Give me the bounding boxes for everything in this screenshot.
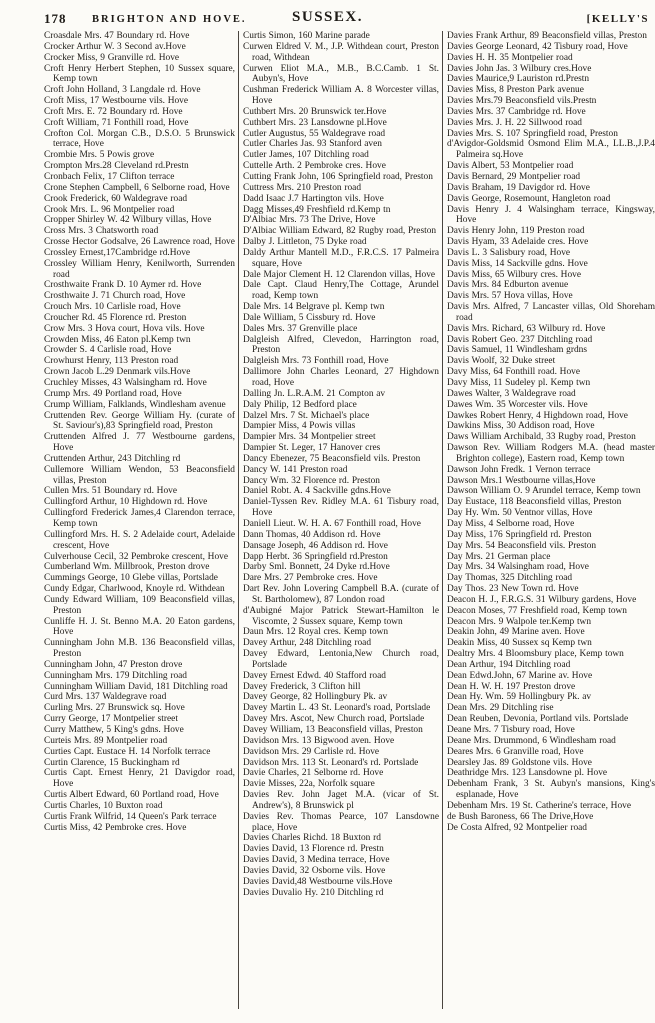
directory-entry: Curtin Clarence, 15 Buckingham rd: [44, 757, 180, 768]
directory-entry: Davis Hyam, 33 Adelaide cres. Hove: [447, 237, 589, 248]
directory-entry: Davies George Leonard, 42 Tisbury road, Hove: [447, 41, 628, 52]
directory-entry: Cutler James, 107 Ditchling road: [243, 150, 369, 161]
directory-entry: Davis Robert Geo. 237 Ditchling road: [447, 334, 593, 345]
directory-entry: Dagg Misses,49 Freshfield rd.Kemp tn: [243, 204, 391, 215]
directory-entry: Dawes Wm. 35 Worcester vils. Hove: [447, 399, 588, 410]
directory-entry: Davey George, 82 Hollingbury Pk. av: [243, 692, 388, 703]
directory-entry: Crofton Col. Morgan C.B., D.S.O. 5 Brunswick terrace, Hove: [44, 128, 235, 150]
directory-entry: Cropper Shirley W. 42 Wilbury villas, Hove: [44, 215, 212, 226]
directory-entry: Davies Charles Richd. 18 Buxton rd: [243, 833, 381, 844]
directory-entry: Crowden Miss, 46 Eaton pl.Kemp twn: [44, 334, 191, 345]
directory-entry: Daun Mrs. 12 Royal cres. Kemp town: [243, 627, 389, 638]
directory-entry: Cullingford Arthur, 10 Highdown rd. Hove: [44, 497, 208, 508]
directory-entry: Curtis Charles, 10 Buxton road: [44, 800, 163, 811]
directory-entry: Curtis Capt. Ernest Henry, 21 Davigdor road, Hove: [44, 768, 235, 790]
directory-entry: d'Aubigné Major Patrick Stewart-Hamilton le Viscomte, 2 Sussex square, Kemp town: [243, 605, 439, 627]
directory-entry: Davies Mrs. S. 107 Springfield road, Preston: [447, 128, 618, 139]
directory-entry: Dale William, 5 Cissbury rd. Hove: [243, 312, 376, 323]
directory-entry: Crombie Mrs. 5 Powis grove: [44, 150, 155, 161]
directory-entry: Deacon Mrs. 9 Walpole ter.Kemp twn: [447, 616, 592, 627]
directory-entry: Davy Miss, 64 Fonthill road. Hove: [447, 367, 580, 378]
directory-entry: Debenham Frank, 3 St. Aubyn's mansions, King's esplanade, Hove: [447, 779, 655, 801]
directory-column-3: [442, 31, 655, 1009]
directory-entry: Davies Duvalio Hy. 210 Ditchling rd: [243, 887, 384, 898]
directory-entry: Deares Mrs. 6 Granville road, Hove: [447, 746, 584, 757]
directory-entry: Daniel Robt. A. 4 Sackville gdns.Hove: [243, 486, 391, 497]
directory-entry: Crow Mrs. 3 Hova court, Hova vils. Hove: [44, 323, 205, 334]
directory-entry: Cutting Frank John, 106 Springfield road, Preston: [243, 171, 433, 182]
directory-entry: Crump Mrs. 49 Portland road, Hove: [44, 388, 182, 399]
directory-entry: Cunningham William David, 181 Ditchling road: [44, 681, 228, 692]
directory-entry: Curties Capt. Eustace H. 14 Norfolk terrace: [44, 746, 211, 757]
directory-entry: Curtis Albert Edward, 60 Portland road, Hove: [44, 790, 219, 801]
directory-entry: Dapp Herbt. 36 Springfield rd.Preston: [243, 551, 388, 562]
directory-entry: Davies David, 32 Osborne vils. Hove: [243, 865, 386, 876]
directory-entry: Deane Mrs. Drummond, 6 Windlesham road: [447, 735, 616, 746]
directory-entry: Dalby J. Littleton, 75 Dyke road: [243, 237, 367, 248]
directory-entry: Crowhurst Henry, 113 Preston road: [44, 356, 179, 367]
directory-entry: Cunliffe H. J. St. Benno M.A. 20 Eaton gardens, Hove: [44, 616, 235, 638]
directory-entry: Dean Hy. Wm. 59 Hollingbury Pk. av: [447, 692, 592, 703]
directory-entry: Croft Mrs. E. 72 Boundary rd. Hove: [44, 106, 183, 117]
directory-entry: Curwen Eldred V. M., J.P. Withdean court, Preston road, Withdean: [243, 41, 439, 63]
directory-entry: Dancy Ebenezer, 75 Beaconsfield vils. Preston: [243, 453, 421, 464]
directory-entry: Davies Maurice,9 Lauriston rd.Prestn: [447, 74, 590, 85]
directory-entry: Cullingford Mrs. H. S. 2 Adelaide court, Adelaide crescent, Hove: [44, 529, 235, 551]
directory-entry: Cullen Mrs. 51 Boundary rd. Hove: [44, 486, 177, 497]
directory-entry: Cummings George, 10 Glebe villas, Portslade: [44, 573, 218, 584]
directory-entry: Davey Mrs. Ascot, New Church road, Portslade: [243, 714, 425, 725]
directory-entry: Croft William, 71 Fonthill road, Hove: [44, 117, 189, 128]
directory-entry: Cutler Charles Jas. 93 Stanford aven: [243, 139, 382, 150]
directory-entry: Dawson William O. 9 Arundel terrace, Kemp town: [447, 486, 641, 497]
directory-entry: Davies David, 3 Medina terrace, Hove: [243, 855, 390, 866]
directory-entry: Crone Stephen Campbell, 6 Selborne road, Hove: [44, 182, 230, 193]
directory-entry: Davis Mrs. 84 Edburton avenue: [447, 280, 569, 291]
directory-entry: Cross Mrs. 3 Chatsworth road: [44, 226, 159, 237]
directory-entry: Day Miss, 4 Selborne road, Hove: [447, 518, 575, 529]
directory-entry: Dean Reuben, Devonia, Portland vils. Portslade: [447, 714, 629, 725]
directory-entry: Cronbach Felix, 17 Clifton terrace: [44, 171, 175, 182]
directory-entry: Daly Philip, 12 Bedford place: [243, 399, 357, 410]
directory-entry: Cundy Edgar, Charlwood, Knoyle rd. Withdean: [44, 584, 225, 595]
directory-entry: Cruttenden Alfred J. 77 Westbourne gardens, Hove: [44, 432, 235, 454]
directory-entry: Davis Woolf, 32 Duke street: [447, 356, 556, 367]
directory-entry: Deathridge Mrs. 123 Lansdowne pl. Hove: [447, 768, 608, 779]
directory-entry: Davidson Mrs. 113 St. Leonard's rd. Portslade: [243, 757, 419, 768]
directory-entry: Daws William Archibald, 33 Rugby road, Preston: [447, 432, 636, 443]
directory-entry: Davis Samuel, 11 Windlesham grdns: [447, 345, 588, 356]
directory-entry: Dansage Joseph, 46 Addison rd. Hove: [243, 540, 388, 551]
directory-entry: Day Hy. Wm. 50 Ventnor villas, Hove: [447, 508, 593, 519]
directory-entry: Davis Bernard, 29 Montpelier road: [447, 171, 581, 182]
directory-entry: D'Albiac William Edward, 82 Rugby road, Preston: [243, 226, 437, 237]
directory-entry: Curry George, 17 Montpelier street: [44, 714, 178, 725]
directory-entry: Croasdale Mrs. 47 Boundary rd. Hove: [44, 31, 190, 41]
directory-entry: Crompton Mrs.28 Cleveland rd.Prestn: [44, 161, 189, 172]
directory-entry: Crump William, Falklands, Windlesham avenue: [44, 399, 226, 410]
directory-entry: Cuttelle Arth. 2 Pembroke cres. Hove: [243, 161, 386, 172]
directory-entry: Curtis Miss, 42 Pembroke cres. Hove: [44, 822, 187, 833]
directory-entry: Cunningham Mrs. 179 Ditchling road: [44, 670, 187, 681]
directory-entry: Daniel-Tyssen Rev. Ridley M.A. 61 Tisbury road, Hove: [243, 497, 439, 519]
directory-entry: Crowder S. 4 Carlisle road, Hove: [44, 345, 172, 356]
directory-entry: Davie Charles, 21 Selborne rd. Hove: [243, 768, 384, 779]
directory-entry: de Bush Baroness, 66 The Drive,Hove: [447, 811, 594, 822]
directory-entry: Dean Mrs. 29 Ditchling rise: [447, 703, 554, 714]
directory-entry: Deacon H. J., F.R.G.S. 31 Wilbury gardens, Hove: [447, 594, 637, 605]
directory-entry: Davis George, Rosemount, Hangleton road: [447, 193, 611, 204]
directory-entry: Cruchley Misses, 43 Walsingham rd. Hove: [44, 378, 207, 388]
directory-entry: Curtis Simon, 160 Marine parade: [243, 31, 370, 41]
directory-entry: Davis Miss, 14 Sackville gdns. Hove: [447, 258, 588, 269]
directory-entry: Cunningham John, 47 Preston drove: [44, 659, 183, 670]
directory-entry: Dampier Miss, 4 Powis villas: [243, 421, 356, 432]
directory-entry: Cuttress Mrs. 210 Preston road: [243, 182, 362, 193]
directory-entry: Dawson John Fredk. 1 Vernon terrace: [447, 464, 591, 475]
directory-entry: Crosthwaite J. 71 Church road, Hove: [44, 291, 186, 302]
directory-entry: Deakin John, 49 Marine aven. Hove: [447, 627, 585, 638]
directory-entry: Day Mrs. 21 German place: [447, 551, 551, 562]
directory-entry: Davies Mrs.79 Beaconsfield vils.Prestn: [447, 96, 597, 107]
directory-entry: Dart Rev. John Lovering Campbell B.A. (curate of St. Bartholomew), 87 London road: [243, 584, 439, 605]
directory-entry: Davis Mrs. Richard, 63 Wilbury rd. Hove: [447, 323, 606, 334]
directory-entry: Davies Rev. John Jaget M.A. (vicar of St. Andrew's), 8 Brunswick pl: [243, 790, 439, 811]
directory-entry: Dalgleish Mrs. 73 Fonthill road, Hove: [243, 356, 389, 367]
directory-entry: Curry Matthew, 5 King's gdns. Hove: [44, 725, 184, 735]
directory-entry: Davis L. 3 Salisbury road, Hove: [447, 247, 571, 258]
directory-entry: Daldy Arthur Mantell M.D., F.R.C.S. 17 Palmeira square, Hove: [243, 247, 439, 269]
directory-entry: Davies Miss, 8 Preston Park avenue: [447, 85, 584, 96]
directory-entry: Dawkes Robert Henry, 4 Highdown road, Hove: [447, 410, 628, 421]
directory-entry: Davy Miss, 11 Sudeley pl. Kemp twn: [447, 378, 591, 388]
directory-entry: Cruttenden Rev. George William Hy. (curate of St. Saviour's),83 Springfield road, Preston: [44, 410, 235, 432]
directory-entry: Cullemore William Wendon, 53 Beaconsfield villas, Preston: [44, 464, 235, 486]
directory-entry: Crocker Arthur W. 3 Second av.Hove: [44, 41, 186, 52]
directory-entry: Dale Major Clement H. 12 Clarendon villas, Hove: [243, 269, 436, 280]
directory-entry: Cushman Frederick William A. 8 Worcester villas, Hove: [243, 85, 439, 107]
directory-entry: De Costa Alfred, 92 Montpelier road: [447, 822, 587, 833]
directory-entry: Dean Arthur, 194 Ditchling road: [447, 659, 571, 670]
directory-entry: Davey William, 13 Beaconsfield villas, Preston: [243, 725, 423, 735]
directory-entry: Dawkins Miss, 30 Addison road, Hove: [447, 421, 595, 432]
directory-entry: Cutler Augustus, 55 Waldegrave road: [243, 128, 386, 139]
directory-entry: Debenham Mrs. 19 St. Catherine's terrace, Hove: [447, 800, 631, 811]
directory-entry: Day Thomas, 325 Ditchling road: [447, 573, 573, 584]
directory-entry: Davis Albert, 53 Montpelier road: [447, 161, 574, 172]
directory-entry: Dancy Wm. 32 Florence rd. Preston: [243, 475, 380, 486]
directory-entry: Davie Misses, 22a, Norfolk square: [243, 779, 375, 790]
directory-column-1: [44, 31, 235, 1009]
directory-entry: Curwen Eliot M.A., M.B., B.C.Camb. 1 St. Aubyn's, Hove: [243, 63, 439, 85]
directory-entry: Deane Mrs. 7 Tisbury road, Hove: [447, 725, 575, 735]
directory-entry: Day Miss, 176 Springfield rd. Preston: [447, 529, 592, 540]
directory-entry: Cuthbert Mrs. 20 Brunswick ter.Hove: [243, 106, 387, 117]
directory-entry: D'Albiac Mrs. 73 The Drive, Hove: [243, 215, 376, 226]
directory-entry: Curling Mrs. 27 Brunswick sq. Hove: [44, 703, 185, 714]
directory-entry: Crosse Hector Godsalve, 26 Lawrence road, Hove: [44, 237, 235, 248]
header-county-title: SUSSEX.: [292, 9, 363, 25]
directory-entry: Dalling Jn. L.R.A.M. 21 Compton av: [243, 388, 386, 399]
directory-entry: Crook Frederick, 60 Waldegrave road: [44, 193, 188, 204]
page-header: [0, 0, 655, 30]
directory-entry: Dadd Isaac J.7 Hartington vils. Hove: [243, 193, 384, 204]
directory-entry: Davies Mrs. J. H. 22 Sillwood road: [447, 117, 582, 128]
directory-entry: Crouch Mrs. 10 Carlisle road, Hove: [44, 302, 181, 313]
directory-entry: Davis Miss, 65 Wilbury cres. Hove: [447, 269, 581, 280]
directory-entry: Dale Capt. Claud Henry,The Cottage, Arundel road, Kemp town: [243, 280, 439, 302]
directory-entry: Croft John Holland, 3 Langdale rd. Hove: [44, 85, 201, 96]
directory-entry: Dean H. W. H. 197 Preston drove: [447, 681, 576, 692]
directory-entry: Croft Miss, 17 Westbourne vils. Hove: [44, 96, 189, 107]
directory-entry: Davey Frederick, 3 Clifton hill: [243, 681, 361, 692]
directory-entry: Davis Mrs. 57 Hova villas, Hove: [447, 291, 573, 302]
directory-entry: Day Thos. 23 New Town rd. Hove: [447, 584, 579, 595]
header-directory-mark: [KELLY'S: [586, 13, 649, 25]
directory-entry: Crocker Miss, 9 Granville rd. Hove: [44, 52, 180, 63]
directory-entry: Dancy W. 141 Preston road: [243, 464, 348, 475]
directory-entry: Davey Arthur, 248 Ditchling road: [243, 638, 372, 649]
page-number: 178: [44, 11, 67, 26]
header-section-title: BRIGHTON AND HOVE.: [92, 14, 247, 25]
directory-entry: Davey Ernest Edwd. 40 Stafford road: [243, 670, 386, 681]
directory-entry: Cullingford Frederick James,4 Clarendon terrace, Kemp town: [44, 508, 235, 529]
directory-entry: Cunningham John M.B. 136 Beaconsfield villas, Preston: [44, 638, 235, 660]
directory-entry: Davidson Mrs. 29 Carlisle rd. Hove: [243, 746, 380, 757]
directory-entry: Dampier Mrs. 34 Montpelier street: [243, 432, 376, 443]
directory-entry: Daniell Lieut. W. H. A. 67 Fonthill road, Hove: [243, 518, 421, 529]
directory-entry: Davis Braham, 19 Davigdor rd. Hove: [447, 182, 590, 193]
directory-entry: Cumberland Wm. Millbrook, Preston drove: [44, 562, 210, 573]
directory-entry: Day Mrs. 54 Beaconsfield vils. Preston: [447, 540, 597, 551]
directory-entry: Day Eustace, 118 Beaconsfield villas, Preston: [447, 497, 622, 508]
directory-entry: Culverhouse Cecil, 32 Pembroke crescent, Hove: [44, 551, 228, 562]
directory-entry: Dawson Rev. William Rodgers M.A. (head master Brighton college), Eastern road, Kemp town: [447, 443, 655, 464]
directory-entry: Dalzel Mrs. 7 St. Michael's place: [243, 410, 370, 421]
directory-entry: Croucher Rd. 45 Florence rd. Preston: [44, 312, 187, 323]
directory-entry: Davey Edward, Lentonia,New Church road, Portslade: [243, 649, 439, 670]
directory-entry: Crook Mrs. L. 96 Montpelier road: [44, 204, 175, 215]
directory-entry: Dale Mrs. 14 Belgrave pl. Kemp twn: [243, 302, 385, 313]
directory-entry: Davies Rev. Thomas Pearce, 107 Lansdowne place, Hove: [243, 811, 439, 833]
directory-entry: Croft Henry Herbert Stephen, 10 Sussex square, Kemp town: [44, 63, 235, 85]
directory-entry: Cruttenden Arthur, 243 Ditchling rd: [44, 453, 181, 464]
directory-entry: Davies David,48 Westbourne vils.Hove: [243, 876, 393, 887]
directory-entry: Davis Henry John, 119 Preston road: [447, 226, 585, 237]
directory-entry: Dawson Mrs.1 Westbourne villas,Hove: [447, 475, 596, 486]
directory-entry: Curd Mrs. 137 Waldegrave road: [44, 692, 167, 703]
directory-entry: Davies H. H. 35 Montpelier road: [447, 52, 573, 63]
directory-entry: Curtis Frank Wilfrid, 14 Queen's Park terrace: [44, 811, 217, 822]
directory-entry: Dampier St. Leger, 17 Hanover cres: [243, 443, 381, 454]
directory-entry: Crossley Ernest,17Cambridge rd.Hove: [44, 247, 191, 258]
directory-entry: Davidson Mrs. 13 Bigwood aven. Hove: [243, 735, 395, 746]
directory-entry: Dawes Walter, 3 Waldegrave road: [447, 388, 576, 399]
directory-entry: d'Avigdor-Goldsmid Osmond Elim M.A., LL.B.,J.P.4 Palmeira sq.Hove: [447, 139, 655, 161]
directory-entry: Deakin Miss, 40 Sussex sq Kemp twn: [447, 638, 592, 649]
directory-entry: Deacon Moses, 77 Freshfield road, Kemp town: [447, 605, 627, 616]
directory-entry: Dalgleish Alfred, Clevedon, Harrington road, Preston: [243, 334, 439, 356]
directory-entry: Dealtry Mrs. 4 Bloomsbury place, Kemp town: [447, 649, 624, 660]
directory-entry: Davies Frank Arthur, 89 Beaconsfield villas, Preston: [447, 31, 647, 41]
directory-entry: Dales Mrs. 37 Grenville place: [243, 323, 358, 334]
directory-entry: Dare Mrs. 27 Pembroke cres. Hove: [243, 573, 378, 584]
directory-entry: Davies David, 13 Florence rd. Prestn: [243, 844, 384, 855]
directory-entry: Dann Thomas, 40 Addison rd. Hove: [243, 529, 381, 540]
directory-entry: Davies Mrs. 37 Cambridge rd. Hove: [447, 106, 586, 117]
directory-columns: [44, 31, 655, 1009]
directory-entry: Dearsley Jas. 89 Goldstone vils. Hove: [447, 757, 592, 768]
directory-entry: Dean Edwd.John, 67 Marine av. Hove: [447, 670, 593, 681]
directory-entry: Davis Mrs. Alfred, 7 Lancaster villas, Old Shoreham road: [447, 302, 655, 323]
directory-entry: Crown Jacob L.29 Denmark vils.Hove: [44, 367, 191, 378]
directory-column-2: [238, 31, 439, 1009]
directory-entry: Darby Sml. Bonnett, 24 Dyke rd.Hove: [243, 562, 390, 573]
directory-entry: Davies John Jas. 3 Wilbury cres.Hove: [447, 63, 592, 74]
directory-entry: Cuthbert Mrs. 23 Lansdowne pl.Hove: [243, 117, 387, 128]
directory-entry: Crossley William Henry, Kenilworth, Surrenden road: [44, 258, 235, 280]
directory-entry: Davis Henry J. 4 Walsingham terrace, Kingsway, Hove: [447, 204, 655, 226]
directory-entry: Davey Martin L. 43 St. Leonard's road, Portslade: [243, 703, 431, 714]
directory-entry: Crosthwaite Frank D. 10 Aymer rd. Hove: [44, 280, 202, 291]
directory-entry: Curteis Mrs. 89 Montpelier road: [44, 735, 168, 746]
directory-entry: Dallimore John Charles Leonard, 27 Highdown road, Hove: [243, 367, 439, 388]
directory-entry: Cundy Edward William, 109 Beaconsfield villas, Preston: [44, 594, 235, 616]
directory-entry: Day Mrs. 34 Walsingham road, Hove: [447, 562, 589, 573]
